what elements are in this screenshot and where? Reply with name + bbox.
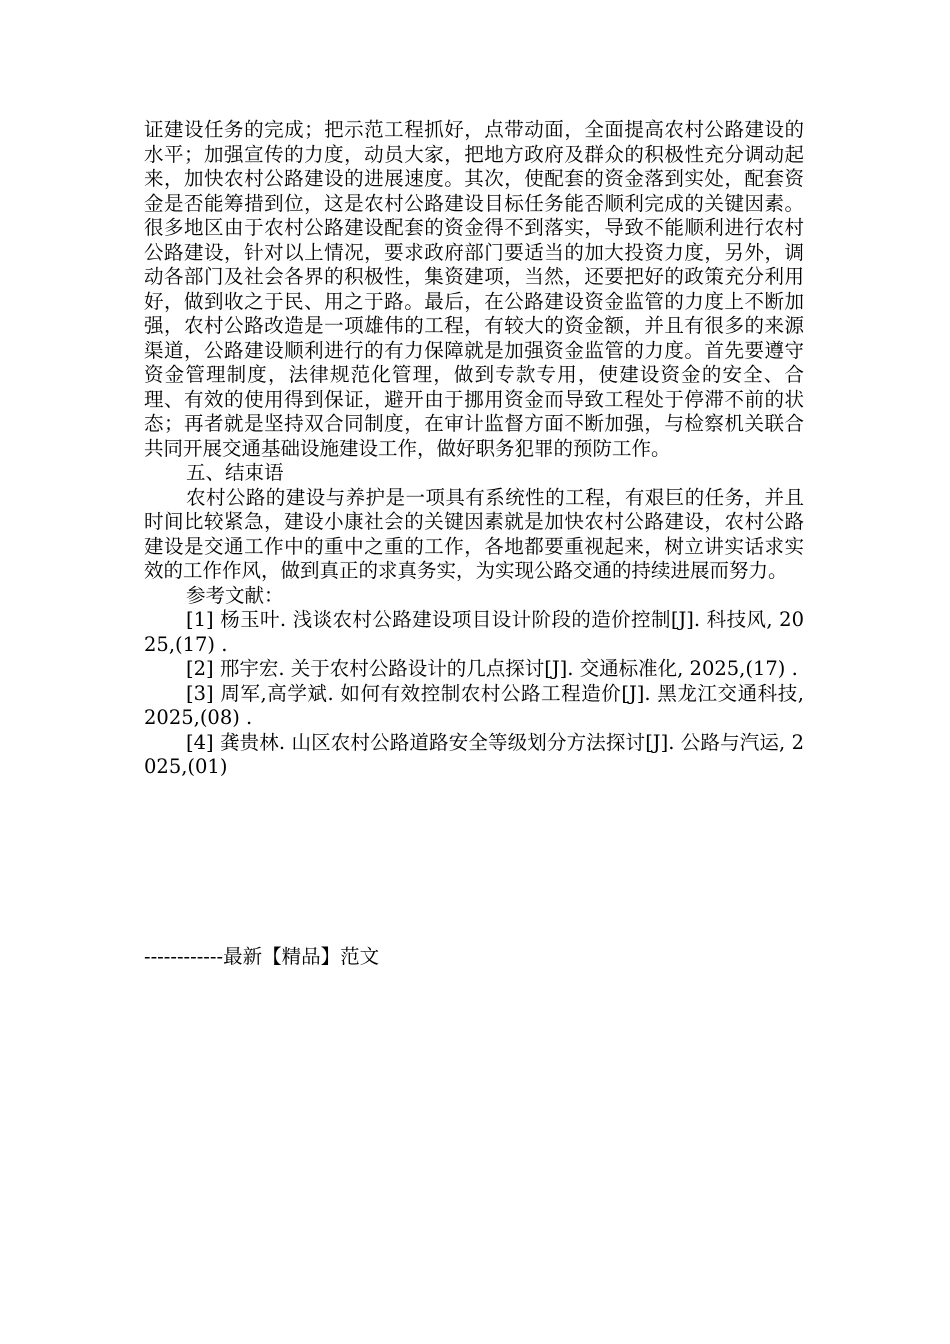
reference-item: [3] 周军,高学斌. 如何有效控制农村公路工程造价[J]. 黑龙江交通科技, 2025,(08) . <box>144 681 804 729</box>
paragraph-continued: 证建设任务的完成；把示范工程抓好，点带动面，全面提高农村公路建设的水平；加强宣传的力度，动员大家，把地方政府及群众的积极性充分调动起来，加快农村公路建设的进展速度。其次，使配套的资金落到实处，配套资金是否能筹措到位，这是农村公路建设目标任务能否顺利完成的关键因素。很多地区由于农村公路建设配套的资金得不到落实，导致不能顺利进行农村公路建设，针对以上情况，要求政府部门要适当的加大投资力度，另外，调动各部门及社会各界的积极性，集资建项，当然，还要把好的政策充分利用好，做到收之于民、用之于路。最后，在公路建设资金监管的力度上不断加强，农村公路改造是一项雄伟的工程，有较大的资金额，并且有很多的来源渠道，公路建设顺利进行的有力保障就是加强资金监管的力度。首先要遵守资金管理制度，法律规范化管理，做到专款专用，使建设资金的安全、合理、有效的使用得到保证，避开由于挪用资金而导致工程处于停滞不前的状态；再者就是坚持双合同制度，在审计监督方面不断加强，与检察机关联合共同开展交通基础设施建设工作，做好职务犯罪的预防工作。 <box>144 118 804 460</box>
footer-banner: ------------最新【精品】范文 <box>144 945 380 968</box>
reference-item: [1] 杨玉叶. 浅谈农村公路建设项目设计阶段的造价控制[J]. 科技风, 2025,(17) . <box>144 608 804 656</box>
reference-item: [2] 邢宇宏. 关于农村公路设计的几点探讨[J]. 交通标准化, 2025,(17) . <box>186 657 798 680</box>
document-body <box>144 118 804 780</box>
conclusion-paragraph: 农村公路的建设与养护是一项具有系统性的工程，有艰巨的任务，并且时间比较紧急，建设小康社会的关键因素就是加快农村公路建设，农村公路建设是交通工作中的重中之重的工作，各地都要重视起来，树立讲实话求实效的工作作风，做到真正的求真务实，为实现公路交通的持续进展而努力。 <box>144 485 804 582</box>
section-heading: 五、结束语 <box>186 461 284 484</box>
reference-item: [4] 龚贵林. 山区农村公路道路安全等级划分方法探讨[J]. 公路与汽运, 2025,(01) <box>144 730 804 778</box>
references-heading: 参考文献： <box>186 583 284 607</box>
reference-list <box>144 608 804 780</box>
